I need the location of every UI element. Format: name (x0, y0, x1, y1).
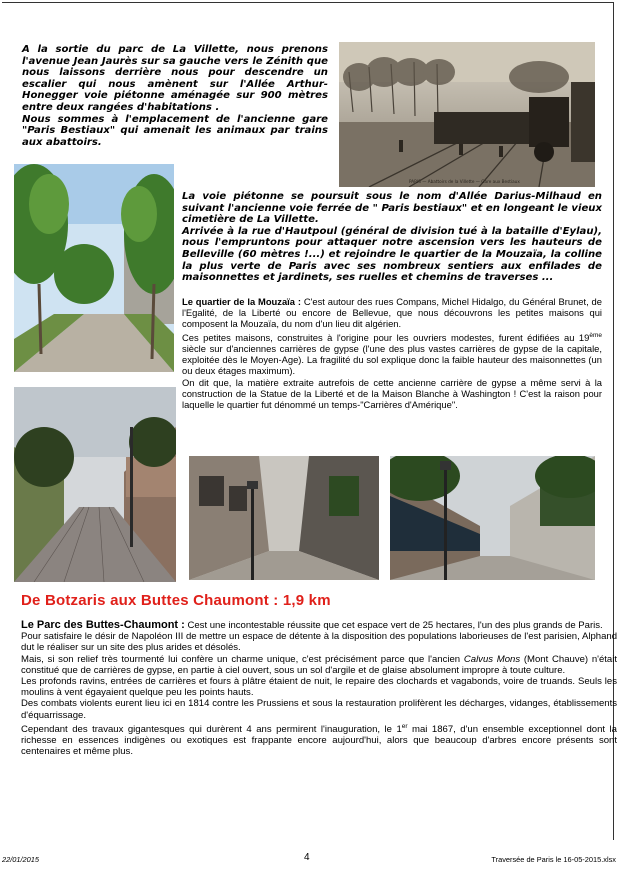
section2-paragraph (182, 191, 602, 284)
section2-text-a: La voie piétonne se poursuit sous le nom d'Allée Darius-Milhaud en suivant l'ancienne voie ferrée de " Paris bestiaux" et en longeant le vieux cimetière de La Villette. (182, 191, 602, 226)
buttes-text-3-italic: Calvus Mons (463, 653, 521, 665)
mouzaia-text-1: C'est autour des rues Compans, Michel Hidalgo, du Général Brunet, de l'Egalité, de la Liberté ou encore de Bellevue, que nous découvrons les petites maisons qui composent la Mouzaïa, du nom d'un lieu dit algérien. (182, 296, 602, 330)
footer-page-number: 4 (304, 852, 310, 863)
mouzaia-text-2a: Ces petites maisons, construites à l'origine pour les ouvriers modestes, furent édifiées au 19 (182, 331, 590, 343)
buttes-text-2: Pour satisfaire le désir de Napoléon III de mettre un espace de détente à la disposition des populations laborieuses de l'est parisien, Alphand dut le réaliser sur un site des plus arides et désolés. (21, 631, 617, 654)
footer-date: 22/01/2015 (2, 855, 39, 864)
buttes-text-1: Cest une incontestable réussite que cet espace vert de 25 hectares, l'un des plus grands de Paris. (184, 620, 603, 631)
buttes-text-3a: Mais, si son relief très tourmenté lui confère un charme unique, c'est précisément parce que l'ancien (21, 653, 464, 665)
mouzaia-sup: ème (589, 331, 602, 339)
buttes-text-6b: mai 1867, d'un ensemble exceptionnel dont la richesse en essences indigènes ou exotiques est frappante encore aujourd'hui, alors que beaucoup d'arbres encore présents sont centenaires et même plus. (21, 724, 617, 758)
section-heading: De Botzaris aux Buttes Chaumont : 1,9 km (21, 592, 331, 609)
buttes-text-5: Des combats violents eurent lieu ici en 1814 contre les Prussiens et sous la restauration prolifèrent les décharges, vidanges, établissements d'équarrissage. (21, 698, 617, 721)
photo-allee-pietonne (14, 164, 174, 372)
photo-ruelle-2 (189, 456, 379, 580)
mouzaia-text-2b: siècle sur d'anciennes carrières de gypse (l'une des plus vastes carrières de gypse de la capitale, exploitée dès le Moyen-Age). La fragilité du sol explique donc la faible hauteur des maisonnettes (un ou deux étages maximum). (182, 342, 602, 377)
section2-text-b: Arrivée à la rue d'Hautpoul (général de division tué à la bataille d'Eylau), nous l'empruntons pour attaquer notre ascension vers les hauteurs de Belleville (60 mètres !...) et rejoindre le quartier de la Mouzaïa, la colline la plus verte de Paris avec ses nombreux sentiers aux enfilades de maisonnettes et jardinets, ses ruelles et chemins de traverses ... (182, 225, 602, 284)
intro-text-2: Nous sommes à l'emplacement de l'ancienne gare "Paris Bestiaux" qui amenait les animaux par trains aux abattoirs. (22, 113, 328, 148)
buttes-sup: er (401, 722, 408, 730)
footer-filename: Traversée de Paris le 16-05-2015.xlsx (491, 855, 616, 864)
buttes-paragraph (21, 620, 617, 758)
buttes-title: Le Parc des Buttes-Chaumont : (21, 619, 185, 631)
mouzaia-paragraph (182, 296, 602, 410)
photo-ruelle-3 (390, 456, 595, 580)
mouzaia-text-3: On dit que, la matière extraite autrefois de cette ancienne carrière de gypse a même servi à la construction de la Statue de la Liberté et de la Maison Blanche à Washington ! C'est la raison pour laquelle le quartier fut dénommé un temps-"Carrières d'Amérique". (182, 376, 602, 410)
photo-caption: PARIS — Abattoirs de la Villette — Gare aux Bestiaux (409, 179, 520, 184)
intro-text-1: A la sortie du parc de La Villette, nous prenons l'avenue Jean Jaurès sur sa gauche vers le Zénith que nous laissons derrière nous pour descendre un escalier qui nous amènent sur l'Allée Arthur-Honegger voie piétonne aménagée sur 900 mètres entre deux rangées d'habitations . (22, 44, 328, 113)
photo-ruelle-1 (14, 387, 176, 582)
mouzaia-title: Le quartier de la Mouzaïa : (182, 296, 301, 307)
buttes-text-3b: (Mont Chauve) n'était constitué que de carrières de gypse, en partie à ciel ouvert, sous un sol d'argile et de glaise absolument impropre à toute culture. (21, 653, 617, 676)
intro-paragraph (22, 44, 328, 148)
buttes-text-4: Les profonds ravins, entrées de carrières et fours à plâtre étaient de nuit, le repaire des clochards et vagabonds, voire de truands. Seuls les moulins à vent égayaient quelque peu les points hauts. (21, 676, 617, 699)
buttes-text-6a: Cependant des travaux gigantesques qui durèrent 4 ans permirent l'inauguration, le 1 (21, 724, 402, 735)
photo-gare-bestiaux (339, 42, 595, 187)
